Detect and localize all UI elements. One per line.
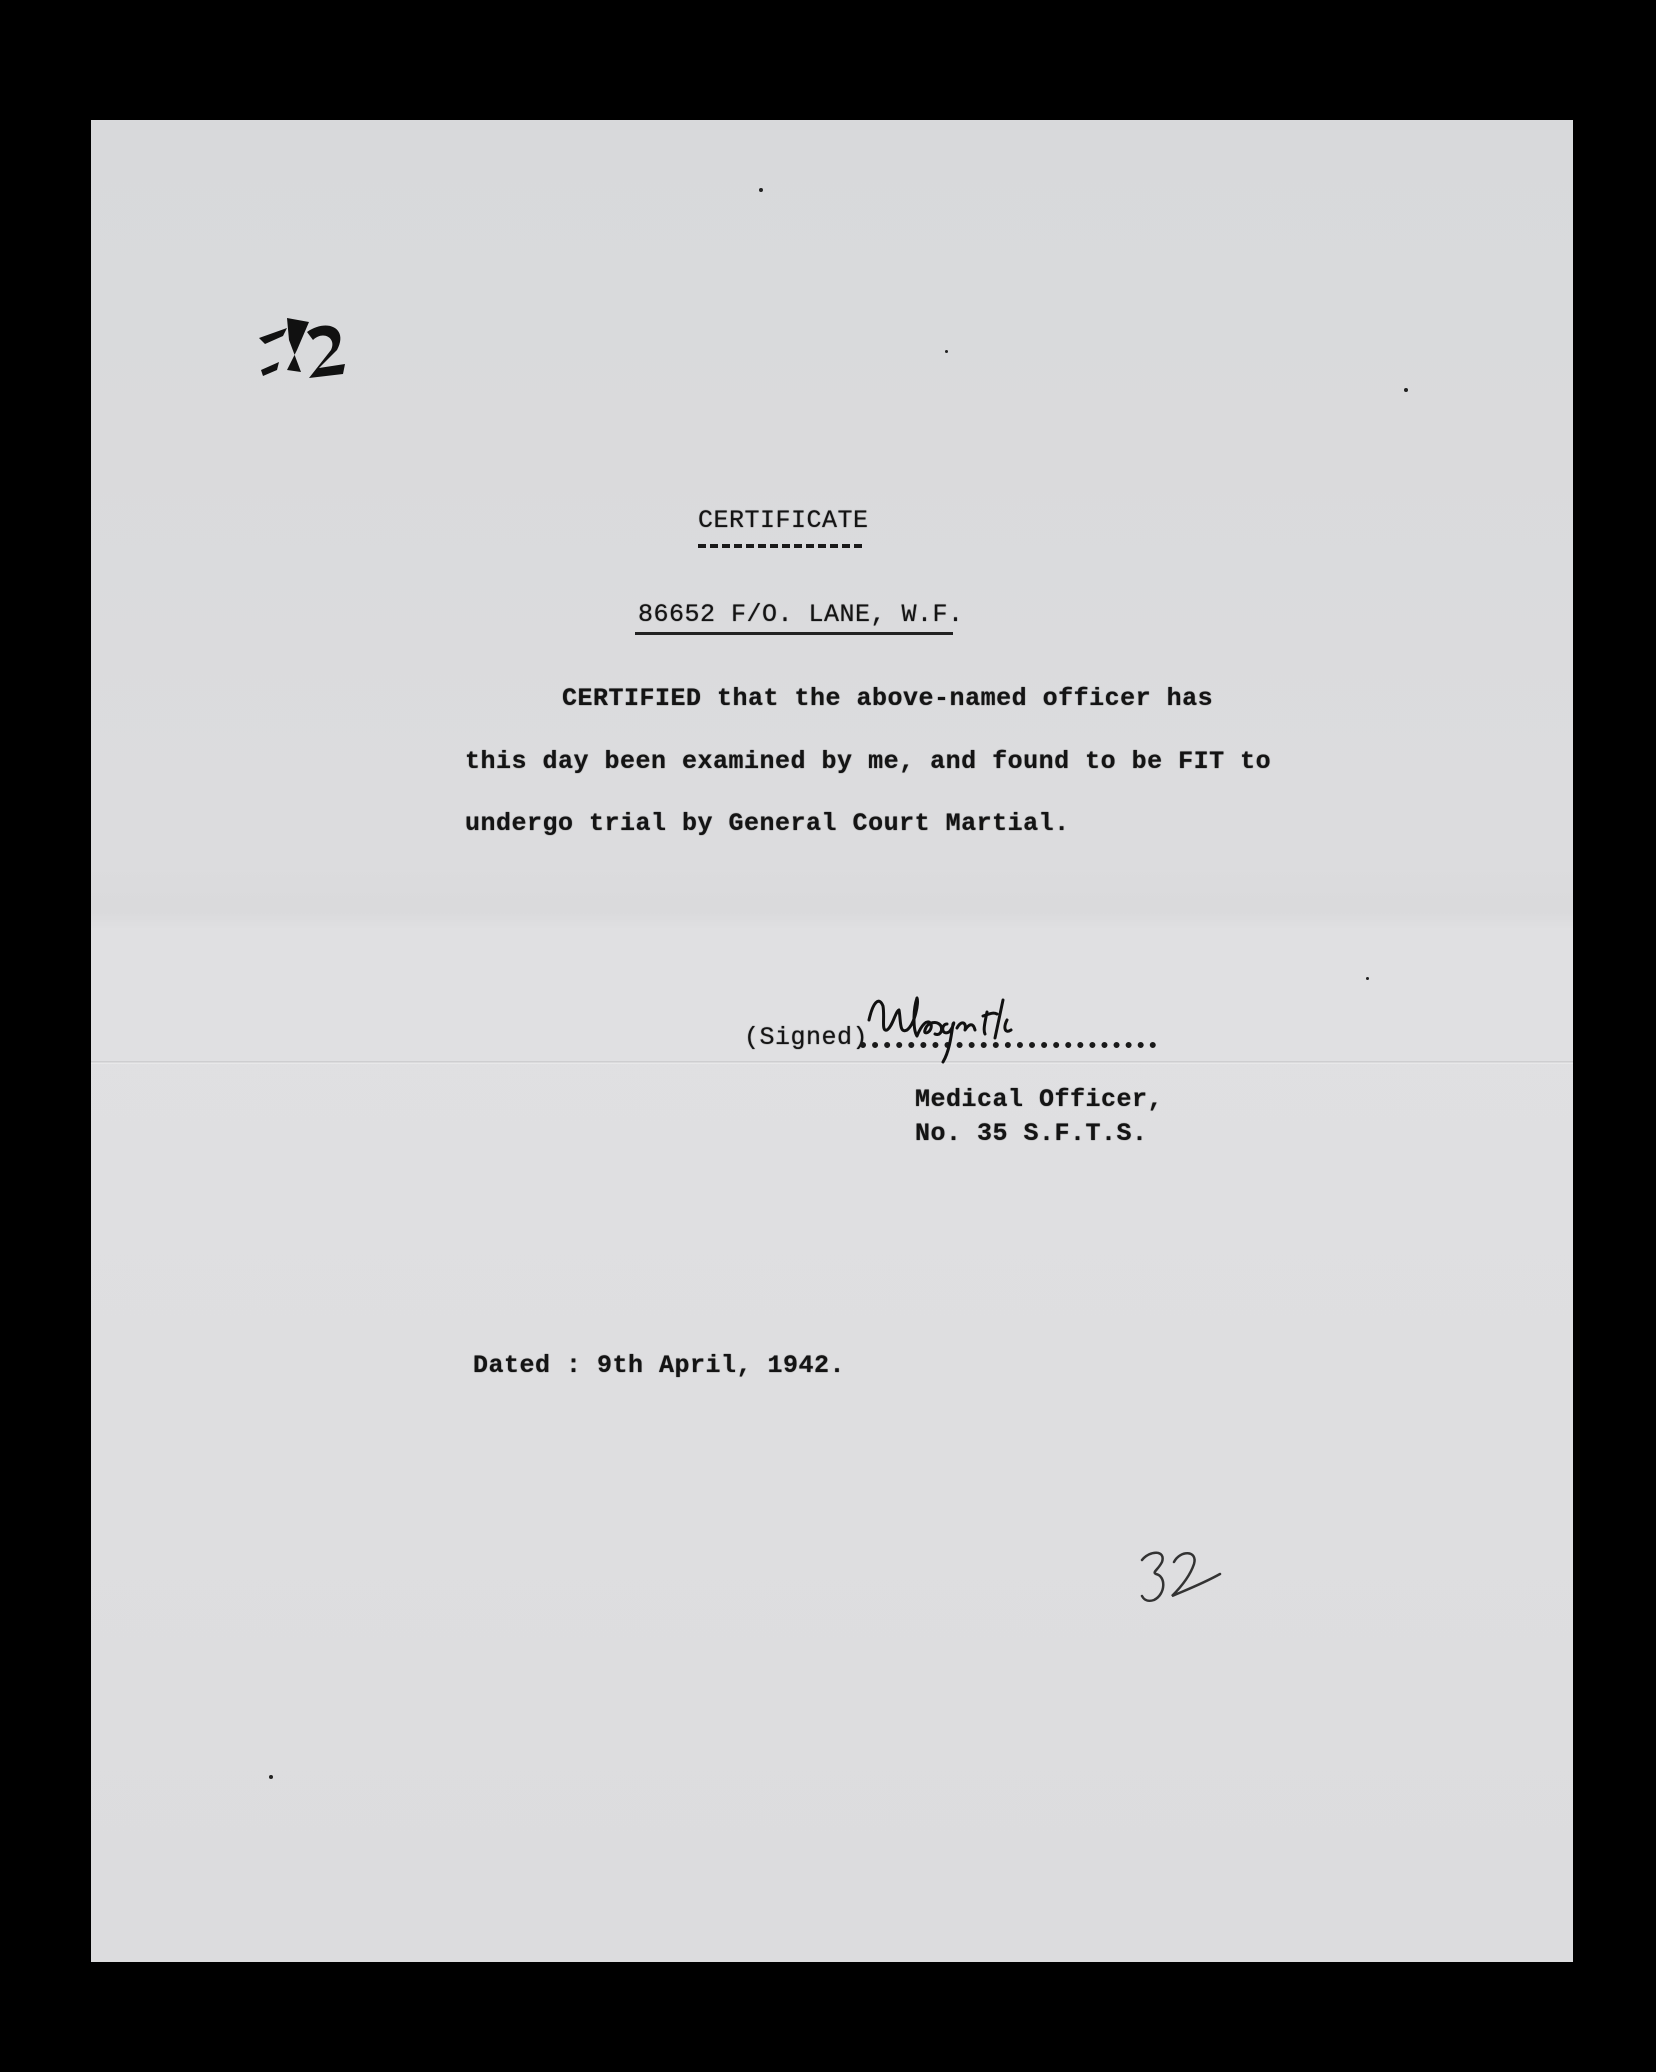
- paper-fold-line: [91, 1061, 1573, 1064]
- paper-speck: [759, 188, 763, 192]
- paper-speck: [945, 350, 948, 353]
- paper-speck: [1404, 388, 1408, 392]
- body-line-1: CERTIFIED that the above-named officer has: [562, 684, 1214, 713]
- officer-reference: 86652 F/O. LANE, W.F.: [638, 600, 964, 629]
- title-underline: [698, 544, 862, 548]
- paper-speck: [1366, 977, 1369, 980]
- body-line-2: this day been examined by me, and found to be FIT to: [465, 747, 1272, 776]
- handwritten-signature: [861, 990, 1051, 1065]
- document-page: [91, 120, 1573, 1962]
- date-line: Dated : 9th April, 1942.: [473, 1351, 846, 1380]
- subject-underline: [635, 632, 953, 635]
- certificate-title: CERTIFICATE: [698, 506, 869, 535]
- handwritten-page-number: [1136, 1544, 1226, 1614]
- signatory-unit: No. 35 S.F.T.S.: [915, 1119, 1148, 1148]
- corner-stamp-mark: [257, 310, 367, 400]
- signatory-title: Medical Officer,: [915, 1085, 1164, 1114]
- paper-speck: [269, 1775, 273, 1779]
- body-line-3: undergo trial by General Court Martial.: [465, 809, 1070, 838]
- signed-label: (Signed): [744, 1023, 869, 1052]
